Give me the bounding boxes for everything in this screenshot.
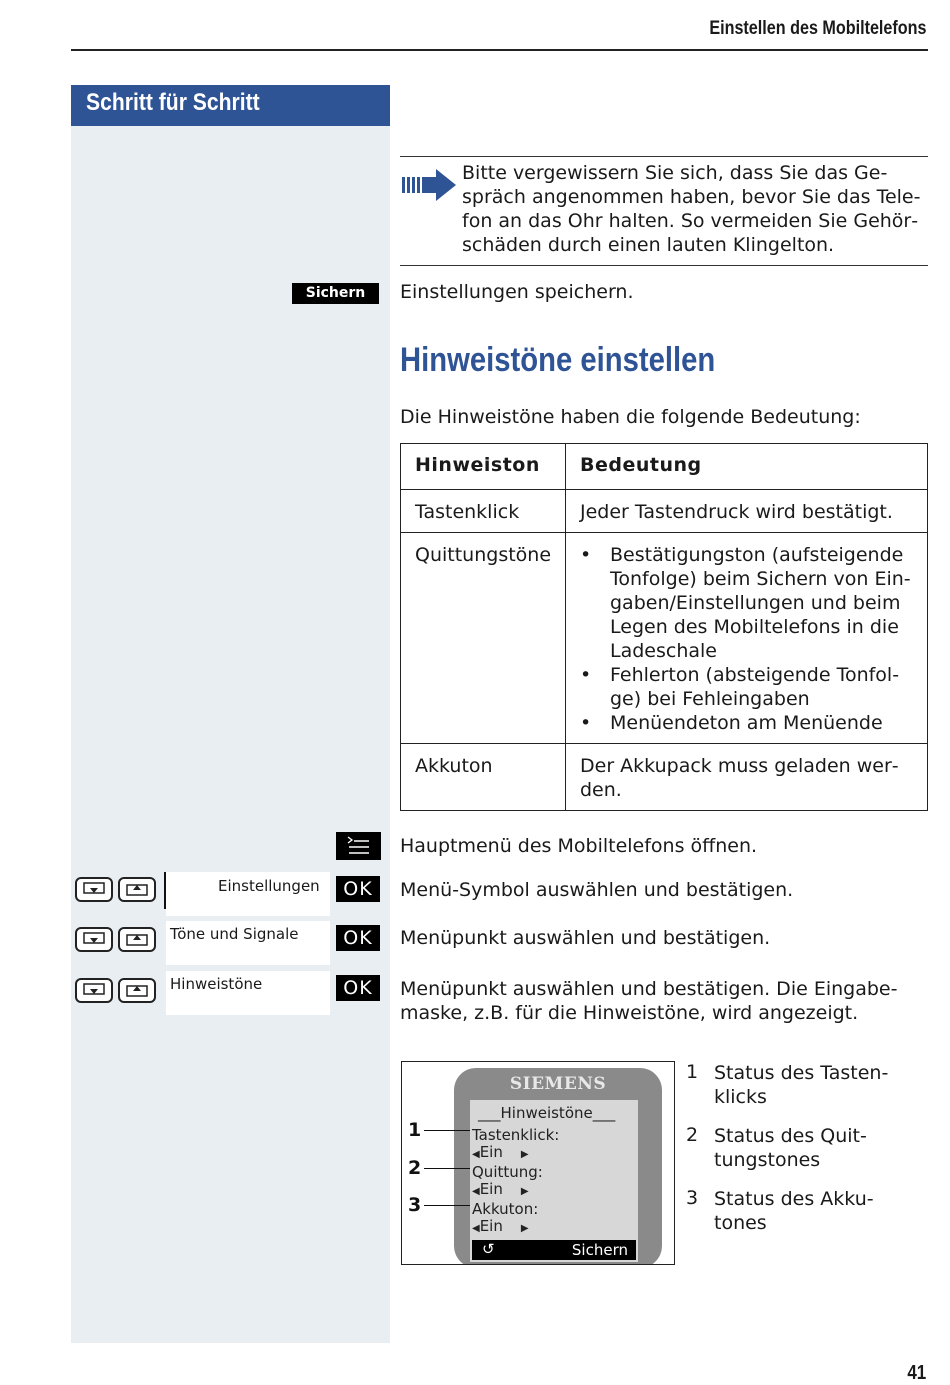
bullet-item: • Bestätigungston (aufsteigende Tonfolge) beim Sichern von Eingaben/Einstellungen und beim Legen des Mobiltelefons in die Ladeschale <box>580 543 915 663</box>
screen-value: Ein <box>479 1143 503 1161</box>
table-row <box>401 490 928 533</box>
screen-value-row <box>472 1144 529 1163</box>
legend-text: Status des Akkutones <box>714 1188 874 1234</box>
step-text: Menü-Symbol auswählen und bestätigen. <box>400 879 794 901</box>
legend-number: 1 <box>686 1061 699 1083</box>
callout-line <box>424 1205 470 1206</box>
menu-item-box <box>166 921 330 965</box>
screen-label: Tastenklick: <box>472 1126 560 1144</box>
table-header-cell: Bedeutung <box>566 444 928 490</box>
note-text: Bitte vergewissern Sie sich, dass Sie das Gespräch angenommen haben, bevor Sie das Telefon an das Ohr halten. So vermeiden Sie Gehörschäden durch einen lauten Klingelton. <box>462 162 921 256</box>
nav-up-icon <box>120 980 154 1001</box>
nav-up-key[interactable] <box>118 927 156 952</box>
table-header-row <box>401 444 928 490</box>
phone-body <box>454 1068 662 1265</box>
screen-title: ___Hinweistöne___ <box>478 1104 616 1122</box>
phone-display-figure <box>401 1061 675 1265</box>
callout-number: 2 <box>408 1157 422 1179</box>
note-bottom-rule <box>400 265 928 266</box>
save-step-text: Einstellungen speichern. <box>400 281 634 303</box>
page-number: 41 <box>907 1362 926 1384</box>
menu-key-icon <box>336 832 381 860</box>
nav-down-icon <box>77 980 111 1001</box>
nav-down-key[interactable] <box>75 927 113 952</box>
nav-down-icon <box>77 929 111 950</box>
legend-number: 3 <box>686 1187 699 1209</box>
phone-brand-logo: SIEMENS <box>509 1074 607 1094</box>
screen-label: Quittung: <box>472 1163 543 1181</box>
menu-item-label: Töne und Signale <box>170 925 299 943</box>
step-text: Menüpunkt auswählen und bestätigen. <box>400 927 771 949</box>
screen-value-row <box>472 1181 529 1200</box>
section-title: Hinweistöne einstellen <box>400 341 716 379</box>
table-cell-meaning: Jeder Tastendruck wird bestätigt. <box>566 490 928 533</box>
table-cell-tone: Akkuton <box>401 744 566 811</box>
sidebar-panel <box>71 126 390 1343</box>
table-cell-tone: Quittungstöne <box>401 533 566 744</box>
ok-key[interactable]: OK <box>336 975 380 1001</box>
table-cell-tone: Tastenklick <box>401 490 566 533</box>
bullet-item: • Menüendeton am Menüende <box>580 711 915 735</box>
arrow-left-icon: ◀ <box>472 1186 480 1197</box>
arrow-right-icon: ▶ <box>520 1149 529 1160</box>
table-row <box>401 533 928 744</box>
legend-text: Status des Quittungstones <box>714 1125 867 1171</box>
table-cell-meaning <box>566 533 928 744</box>
menu-item-box <box>166 971 330 1015</box>
nav-up-icon <box>120 879 154 900</box>
tone-table <box>400 443 928 811</box>
callout-line <box>424 1130 470 1131</box>
ok-key[interactable]: OK <box>336 925 380 951</box>
nav-up-key[interactable] <box>118 978 156 1003</box>
screen-softkey-save: Sichern <box>571 1241 628 1259</box>
ok-key[interactable]: OK <box>336 876 380 902</box>
legend-text: Status des Tastenklicks <box>714 1062 889 1108</box>
arrow-right-icon: ▶ <box>520 1223 529 1234</box>
arrow-left-icon: ◀ <box>472 1223 480 1234</box>
menu-item-box <box>166 872 330 916</box>
section-intro: Die Hinweistöne haben die folgende Bedeutung: <box>400 406 861 428</box>
screen-value-row <box>472 1218 529 1237</box>
screen-softkey-bar <box>472 1240 636 1260</box>
screen-value: Ein <box>479 1217 503 1235</box>
step-text: Menüpunkt auswählen und bestätigen. Die Eingabemaske, z.B. für die Hinweistöne, wird angezeigt. <box>400 978 898 1024</box>
nav-down-icon <box>77 879 111 900</box>
menu-item-label: Hinweistöne <box>170 975 263 993</box>
table-header-cell: Hinweiston <box>401 444 566 490</box>
callout-number: 1 <box>408 1119 422 1141</box>
header-rule <box>71 49 928 51</box>
arrow-right-icon: ▶ <box>520 1186 529 1197</box>
phone-screen <box>470 1100 638 1262</box>
page-header-title: Einstellen des Mobiltelefons <box>708 18 926 39</box>
bullet-list <box>580 543 915 735</box>
nav-down-key[interactable] <box>75 978 113 1003</box>
arrow-left-icon: ◀ <box>472 1149 480 1160</box>
callout-number: 3 <box>408 1194 422 1216</box>
screen-label: Akkuton: <box>472 1200 539 1218</box>
bullet-item: • Fehlerton (absteigende Tonfolge) bei Fehleingaben <box>580 663 915 711</box>
note-top-rule <box>400 156 928 157</box>
table-row <box>401 744 928 811</box>
callout-line <box>424 1168 470 1169</box>
step-text: Hauptmenü des Mobiltelefons öffnen. <box>400 835 758 857</box>
menu-item-label: Einstellungen <box>218 877 320 895</box>
nav-up-icon <box>120 929 154 950</box>
screen-value: Ein <box>479 1180 503 1198</box>
sichern-softkey[interactable]: Sichern <box>292 283 379 304</box>
table-cell-meaning: Der Akkupack muss geladen werden. <box>566 744 928 811</box>
nav-down-key[interactable] <box>75 877 113 902</box>
sidebar-title: Schritt für Schritt <box>86 89 260 116</box>
legend-number: 2 <box>686 1124 699 1146</box>
nav-up-key[interactable] <box>118 877 156 902</box>
menu-key[interactable] <box>336 832 381 860</box>
back-icon: ↺ <box>482 1240 495 1258</box>
arrow-note-icon <box>400 168 458 202</box>
